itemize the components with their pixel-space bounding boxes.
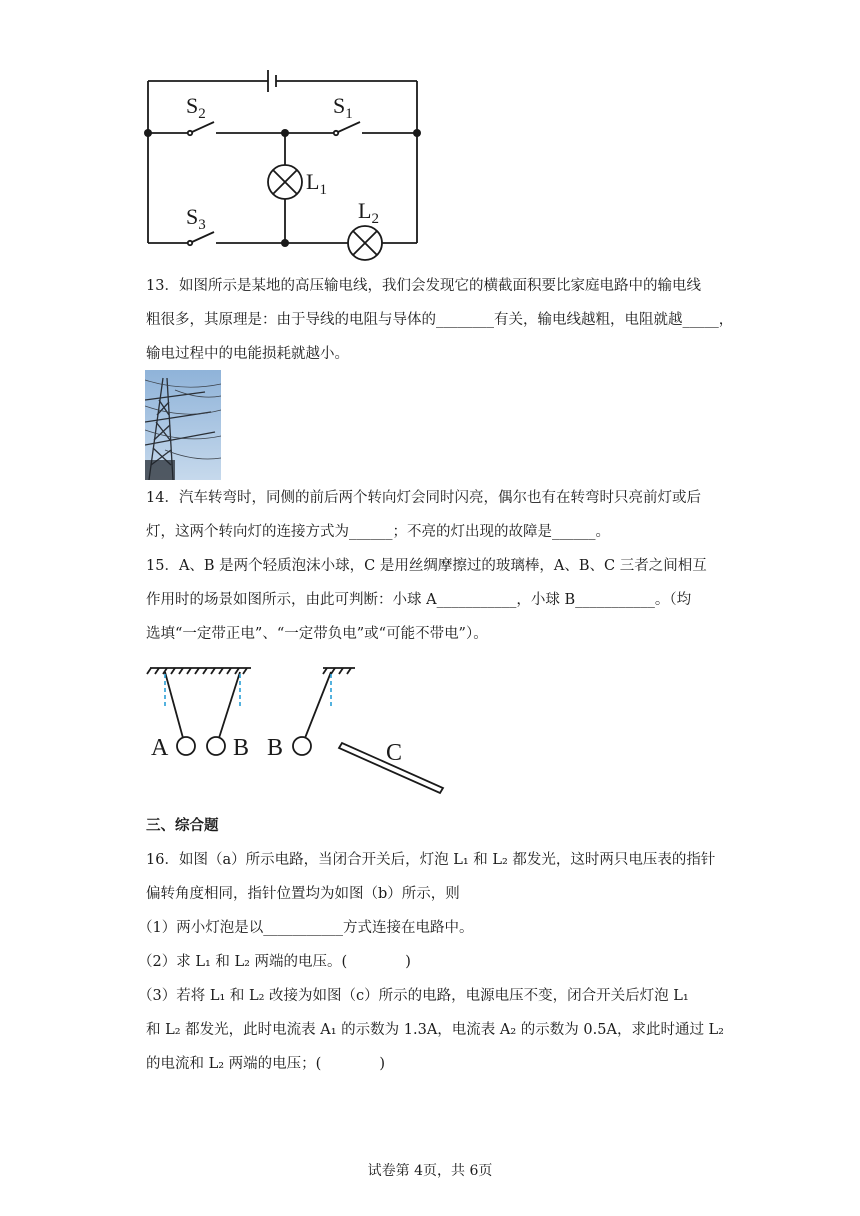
label-l2: $L_2$: [358, 198, 379, 227]
label-s2: $S_2$: [186, 93, 206, 122]
label-s3: $S_3$: [186, 204, 206, 233]
label-l1: $L_1$: [306, 169, 327, 198]
q16-sub-3a: （3）若将 L₁ 和 L₂ 改接为如图（c）所示的电路，电源电压不变，闭合开关后灯泡 L₁: [138, 988, 689, 1004]
power-tower-photo: [145, 370, 221, 480]
q16-sub-3c: 的电流和 L₂ 两端的电压；( ): [146, 1056, 385, 1072]
q14-line-2: 灯，这两个转向灯的连接方式为______；不亮的灯出现的故障是______。: [146, 524, 610, 540]
q15-line-1: 15．A、B 是两个轻质泡沫小球，C 是用丝绸摩擦过的玻璃棒，A、B、C 三者之间相互: [146, 558, 707, 574]
q16-sub-1: （1）两小灯泡是以___________方式连接在电路中。: [138, 920, 474, 936]
ball-a: [177, 737, 195, 755]
q16-line-2: 偏转角度相同，指针位置均为如图（b）所示，则: [146, 886, 460, 902]
switch-s3-blade: [192, 232, 214, 242]
q15-line-2: 作用时的场景如图所示，由此可判断：小球 A___________，小球 B___________。（均: [146, 592, 692, 608]
section-heading: 三、综合题: [146, 818, 219, 834]
thread-a: [165, 672, 183, 738]
switch-s2-blade: [192, 122, 214, 132]
q13-line-3: 输电过程中的电能损耗就越小。: [146, 346, 349, 362]
switch-s1-blade: [338, 122, 360, 132]
q14-line-1: 14．汽车转弯时，同侧的前后两个转向灯会同时闪亮，偶尔也有在转弯时只亮前灯或后: [146, 490, 701, 506]
junction-dot: [144, 129, 152, 137]
q15-line-3: 选填“一定带正电”、“一定带负电”或“可能不带电”）。: [146, 626, 488, 642]
thread-b: [219, 672, 240, 738]
junction-dot: [281, 129, 289, 137]
charged-balls-figure: [145, 660, 450, 800]
q16-sub-3b: 和 L₂ 都发光，此时电流表 A₁ 的示数为 1.3A，电流表 A₂ 的示数为 0.5A，求此时通过 L₂: [146, 1022, 724, 1038]
label-b: B: [233, 735, 250, 761]
label-a: A: [151, 735, 169, 761]
page-footer: 试卷第 4页，共 6页: [367, 1163, 493, 1179]
label-b2: B: [267, 735, 284, 761]
ball-b2: [293, 737, 311, 755]
q16-line-1: 16．如图（a）所示电路，当闭合开关后，灯泡 L₁ 和 L₂ 都发光，这时两只电压表的指针: [146, 852, 716, 868]
ball-b: [207, 737, 225, 755]
thread-b2: [305, 672, 331, 738]
label-c: C: [386, 740, 403, 766]
junction-dot: [413, 129, 421, 137]
circuit-diagram: [130, 62, 440, 262]
label-s1: $S_1$: [333, 93, 353, 122]
junction-dot: [281, 239, 289, 247]
q16-sub-2: （2）求 L₁ 和 L₂ 两端的电压。( ): [138, 954, 411, 970]
q13-line-2: 粗很多，其原理是：由于导线的电阻与导体的________有关，输电线越粗，电阻就越_____，: [146, 312, 734, 328]
q13-line-1: 13．如图所示是某地的高压输电线，我们会发现它的横截面积要比家庭电路中的输电线: [146, 278, 701, 294]
